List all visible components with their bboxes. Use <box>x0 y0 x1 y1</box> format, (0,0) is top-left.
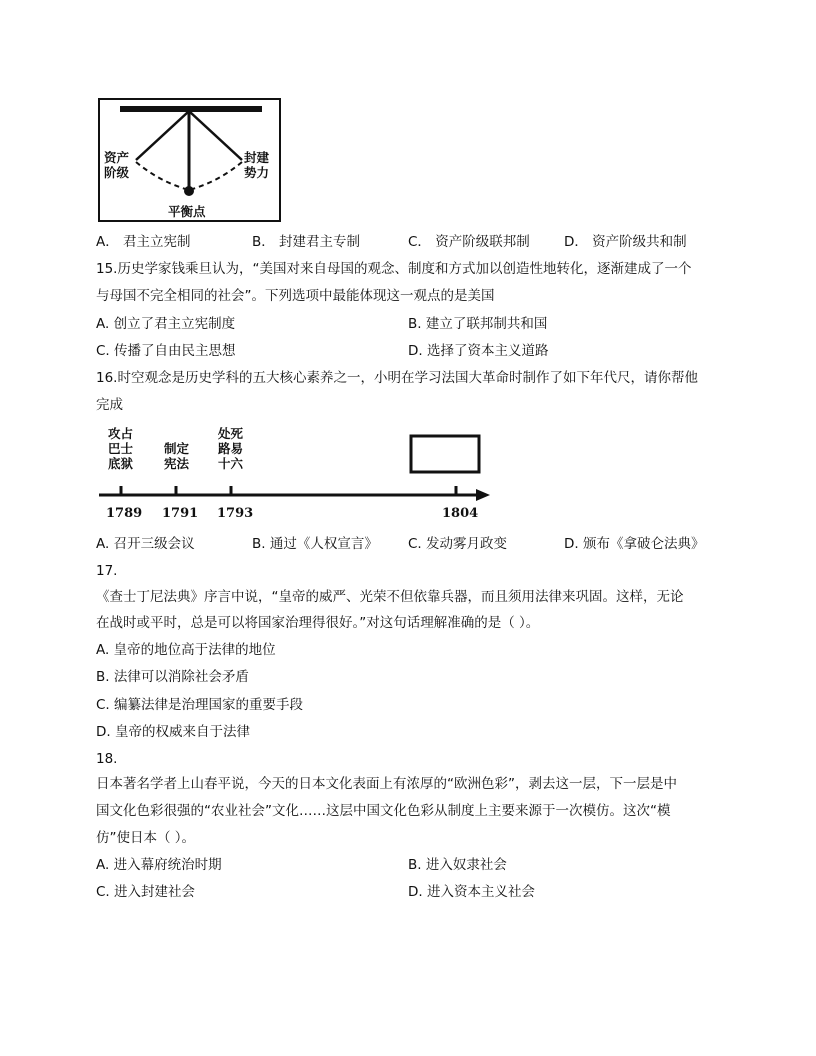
event-label-line: 巴士 <box>108 441 134 456</box>
label-line: 封建 <box>244 150 270 165</box>
q14-option-b: B． 封建君主专制 <box>252 234 361 250</box>
event-label-line: 路易 <box>218 441 244 456</box>
year-1804: 1804 <box>442 506 479 521</box>
bourgeoisie-label <box>104 150 129 180</box>
q17-stem-line2: 在战时或平时，总是可以将国家治理得很好。”对这句话理解准确的是（ ）。 <box>96 615 540 631</box>
q15-option-d: D. 选择了资本主义道路 <box>408 343 549 359</box>
balance-point-label: 平衡点 <box>168 204 206 219</box>
event-1793-label <box>218 426 243 471</box>
q16-option-a: A. 召开三级会议 <box>96 536 195 552</box>
event-1791-label <box>164 441 189 471</box>
q15-stem-line2: 与母国不完全相同的社会”。下列选项中最能体现这一观点的是美国 <box>96 288 495 304</box>
q18-option-c: C. 进入封建社会 <box>96 884 196 900</box>
q16-stem-line1: 16.时空观念是历史学科的五大核心素养之一，小明在学习法国大革命时制作了如下年代尺，请你帮他 <box>96 370 698 386</box>
q18-option-a: A. 进入幕府统治时期 <box>96 857 222 873</box>
event-label-line: 处死 <box>218 426 244 441</box>
year-1789: 1789 <box>106 506 143 521</box>
year-1791: 1791 <box>162 506 199 521</box>
q17-option-c: C. 编纂法律是治理国家的重要手段 <box>96 697 304 713</box>
label-line: 阶级 <box>104 165 130 180</box>
q15-option-a: A. 创立了君主立宪制度 <box>96 316 236 332</box>
timeline-figure <box>96 422 496 530</box>
label-line: 资产 <box>104 150 130 165</box>
q18-stem-line2: 国文化色彩很强的“农业社会”文化……这层中国文化色彩从制度上主要来源于一次模仿。这次“模 <box>96 803 671 819</box>
q16-option-c: C. 发动雾月政变 <box>408 536 508 552</box>
event-label-line: 十六 <box>218 456 244 471</box>
event-label-line: 底狱 <box>108 456 134 471</box>
q15-stem-line1: 15.历史学家钱乘旦认为，“美国对来自母国的观念、制度和方式加以创造性地转化，逐渐建成了一个 <box>96 261 692 277</box>
event-label-line: 攻占 <box>108 426 134 441</box>
q16-stem-line2: 完成 <box>96 397 123 413</box>
q18-stem-line1: 日本著名学者上山春平说，今天的日本文化表面上有浓厚的“欧洲色彩”，剥去这一层，下一层是中 <box>96 776 677 792</box>
event-label-line: 宪法 <box>164 456 190 471</box>
event-1789-label <box>108 426 133 471</box>
q17-option-d: D. 皇帝的权威来自于法律 <box>96 724 250 740</box>
q15-option-c: C. 传播了自由民主思想 <box>96 343 236 359</box>
q18-number: 18. <box>96 751 118 767</box>
timeline-axis <box>96 422 496 530</box>
q17-number: 17. <box>96 563 118 579</box>
q14-option-d: D． 资产阶级共和制 <box>564 234 687 250</box>
q14-option-c: C． 资产阶级联邦制 <box>408 234 530 250</box>
q14-option-a: A． 君主立宪制 <box>96 234 191 250</box>
q16-option-b: B. 通过《人权宣言》 <box>252 536 378 552</box>
q16-option-d: D. 颁布《拿破仑法典》 <box>564 536 705 552</box>
q15-option-b: B. 建立了联邦制共和国 <box>408 316 548 332</box>
q18-option-d: D. 进入资本主义社会 <box>408 884 535 900</box>
balance-diagram <box>98 98 281 222</box>
year-1793: 1793 <box>217 506 254 521</box>
q17-option-b: B. 法律可以消除社会矛盾 <box>96 669 249 685</box>
feudal-forces-label <box>244 150 269 180</box>
q17-option-a: A. 皇帝的地位高于法律的地位 <box>96 642 276 658</box>
q18-option-b: B. 进入奴隶社会 <box>408 857 507 873</box>
event-label-line: 制定 <box>164 441 190 456</box>
label-line: 势力 <box>244 165 270 180</box>
q17-stem-line1: 《查士丁尼法典》序言中说，“皇帝的威严、光荣不但依靠兵器，而且须用法律来巩固。这样，无论 <box>96 589 684 605</box>
q18-stem-line3: 仿”使日本（ ）。 <box>96 830 196 846</box>
